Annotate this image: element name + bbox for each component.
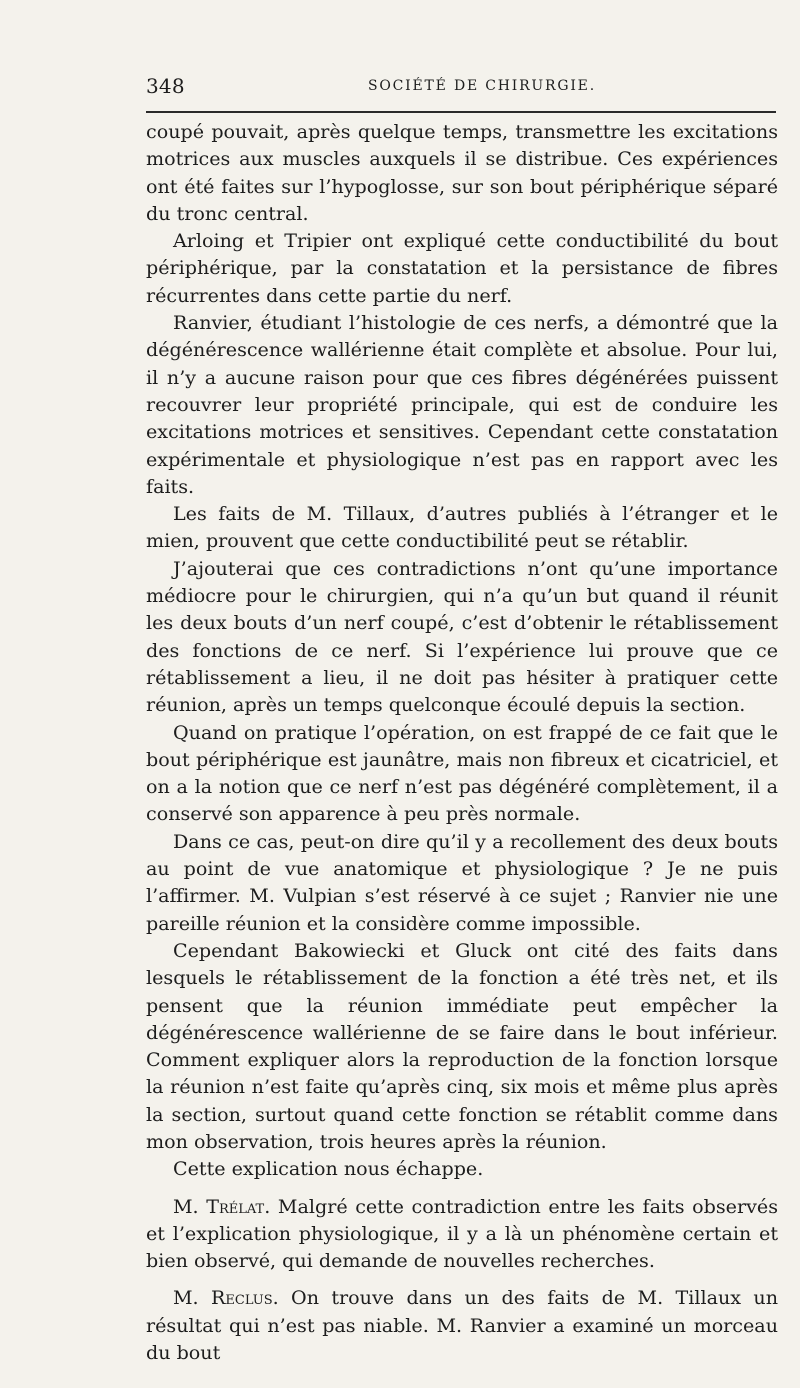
speaker-reclus: M. Reclus. <box>173 1286 279 1310</box>
paragraph-11 <box>146 1284 778 1366</box>
paragraph-5: J’ajouterai que ces contradictions n’ont qu’une importance médiocre pour le chirurgien, qui n’a qu’un but quand il réunit les deux bouts d’un nerf coupé, c’est d’obtenir le rétablissement des fonctions de ce nerf. Si l’expérience lui prouve que ce rétablissement a lieu, il ne doit pas hésiter à pratiquer cette réunion, après un temps quelconque écoulé depuis la section. <box>146 556 778 717</box>
paragraph-10-text: Malgré cette contradiction entre les faits observés et l’explication physiologique, il y a là un phénomène certain et bien observé, qui demande de nouvelles recherches. <box>146 1194 778 1273</box>
body-text <box>146 118 778 1366</box>
paragraph-1: coupé pouvait, après quelque temps, transmettre les excitations motrices aux muscles auxquels il se distribue. Ces expériences ont été faites sur l’hypoglosse, sur son bout périphérique séparé du tronc central. <box>146 120 778 225</box>
speaker-trelat: M. Trélat. <box>173 1194 271 1218</box>
paragraph-11-text: On trouve dans un des faits de M. Tillaux un résultat qui n’est pas niable. M. Ranvier a examiné un morceau du bout <box>146 1286 778 1365</box>
paragraph-3: Ranvier, étudiant l’histologie de ces nerfs, a démontré que la dégénérescence wallérienne était complète et absolue. Pour lui, il n’y a aucune raison pour que ces fibres dégénérées puissent recouvrer leur propriété principale, qui est de conduire les excitations motrices et sensitives. Cependant cette constatation expérimentale et physiologique n’est pas en rapport avec les faits. <box>146 311 778 498</box>
paragraph-7: Dans ce cas, peut-on dire qu’il y a recollement des deux bouts au point de vue anatomique et physiologique ? Je ne puis l’affirmer. M. Vulpian s’est réservé à ce sujet ; Ranvier nie une pareille réunion et la considère comme impossible. <box>146 829 778 935</box>
paragraph-8: Cependant Bakowiecki et Gluck ont cité des faits dans lesquels le rétablissement de la fonction a été très net, et ils pensent que la réunion immédiate peut empêcher la dégénérescence wallérienne de se faire dans le bout inférieur. Comment expliquer alors la reproduction de la fonction lorsque la réunion n’est faite qu’après cinq, six mois et même plus après la section, surtout quand cette fonction se rétablit comme dans mon observation, trois heures après la réunion. <box>146 938 778 1153</box>
header-rule <box>146 111 776 113</box>
paragraph-10 <box>146 1193 778 1275</box>
page-number: 348 <box>146 74 185 98</box>
paragraph-6: Quand on pratique l’opération, on est frappé de ce fait que le bout périphérique est jaunâtre, mais non fibreux et cicatriciel, et on a la notion que ce nerf n’est pas dégénéré complètement, il a conservé son apparence à peu près normale. <box>146 720 778 826</box>
paragraph-2: Arloing et Tripier ont expliqué cette conductibilité du bout périphérique, par la constatation et la persistance de fibres récurrentes dans cette partie du nerf. <box>146 229 778 307</box>
paragraph-4: Les faits de M. Tillaux, d’autres publiés à l’étranger et le mien, prouvent que cette conductibilité peut se rétablir. <box>146 502 778 553</box>
paragraph-9: Cette explication nous échappe. <box>173 1157 484 1181</box>
running-head: SOCIÉTÉ DE CHIRURGIE. <box>368 78 596 94</box>
page-header <box>146 74 776 104</box>
